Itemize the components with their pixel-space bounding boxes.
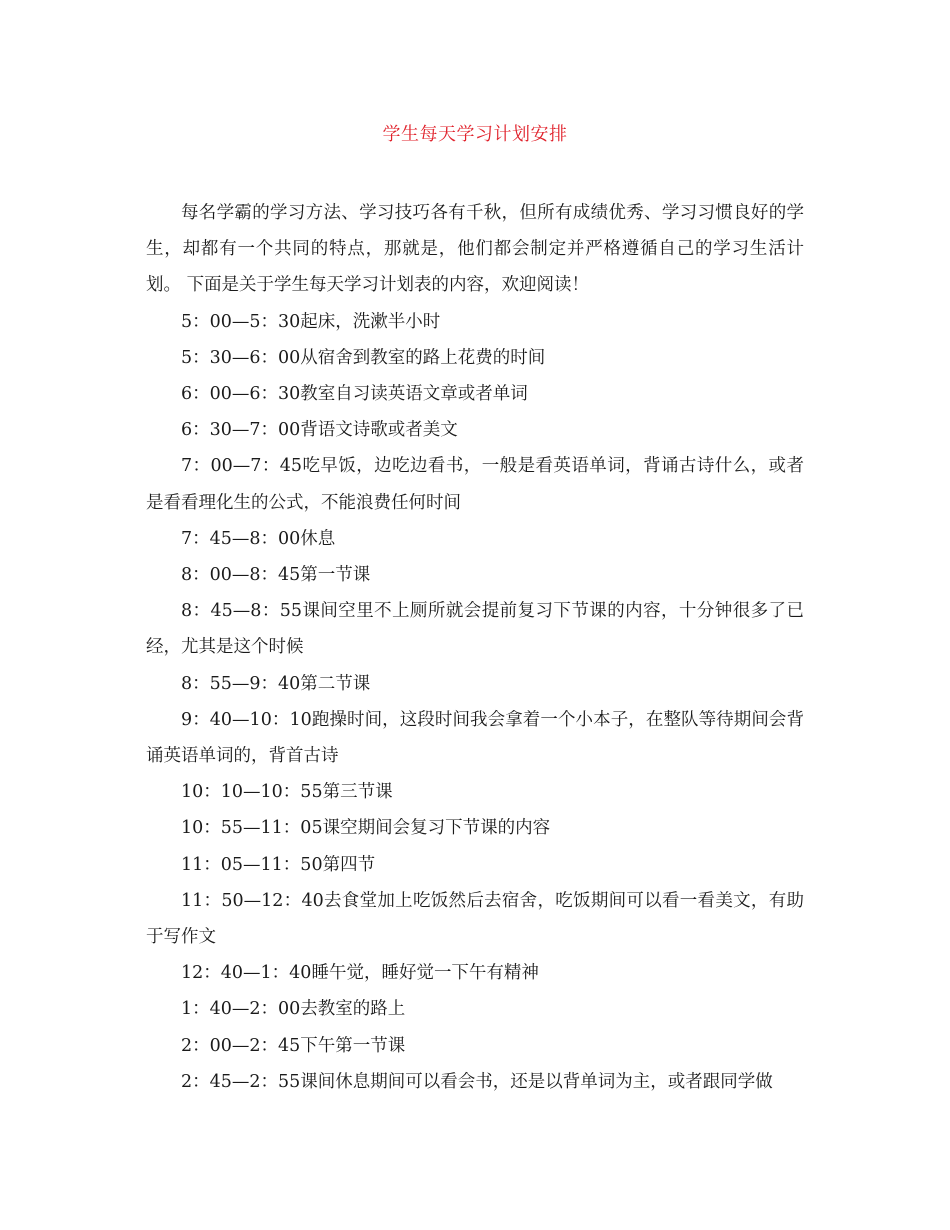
schedule-item: 5：30—6：00从宿舍到教室的路上花费的时间 [181, 347, 546, 368]
schedule-item: 12：40—1：40睡午觉，睡好觉一下午有精神 [181, 963, 539, 984]
intro-paragraph: 每名学霸的学习方法、学习技巧各有千秋，但所有成绩优秀、学习习惯良好的学生，却都有一个共同的特点，那就是，他们都会制定并严格遵循自己的学习生活计划。 下面是关于学生每天学习计划表的内容，欢迎阅读！ [146, 203, 804, 296]
schedule-item: 11：05—11：50第四节 [181, 854, 376, 875]
schedule-item: 9：40—10：10跑操时间，这段时间我会拿着一个小本子，在整队等待期间会背诵英语单词的，背首古诗 [146, 709, 804, 767]
schedule-item: 2：45—2：55课间休息期间可以看会书，还是以背单词为主，或者跟同学做 [181, 1071, 773, 1092]
schedule-item: 7：00—7：45吃早饭，边吃边看书，一般是看英语单词，背诵古诗什么，或者是看看理化生的公式，不能浪费任何时间 [146, 456, 804, 513]
schedule-item: 6：00—6：30教室自习读英语文章或者单词 [181, 384, 528, 405]
schedule-item: 1：40—2：00去教室的路上 [181, 999, 406, 1020]
schedule-item: 6：30—7：00背语文诗歌或者美文 [181, 420, 458, 441]
schedule-item: 8：45—8：55课间空里不上厕所就会提前复习下节课的内容，十分钟很多了已经，尤其是这个时候 [146, 601, 804, 658]
schedule-item: 5：00—5：30起床，洗漱半小时 [181, 311, 441, 332]
document-body [146, 195, 804, 1100]
schedule-item: 10：55—11：05课空期间会复习下节课的内容 [181, 818, 551, 839]
schedule-item: 8：55—9：40第二节课 [181, 673, 371, 694]
schedule-item: 10：10—10：55第三节课 [181, 782, 393, 803]
schedule-item: 8：00—8：45第一节课 [181, 565, 371, 586]
schedule-item: 11：50—12：40去食堂加上吃饭然后去宿舍，吃饭期间可以看一看美文，有助于写作文 [146, 890, 804, 948]
document-title: 学生每天学习计划安排 [382, 124, 568, 145]
schedule-item: 7：45—8：00休息 [181, 528, 336, 549]
schedule-item: 2：00—2：45下午第一节课 [181, 1035, 406, 1056]
